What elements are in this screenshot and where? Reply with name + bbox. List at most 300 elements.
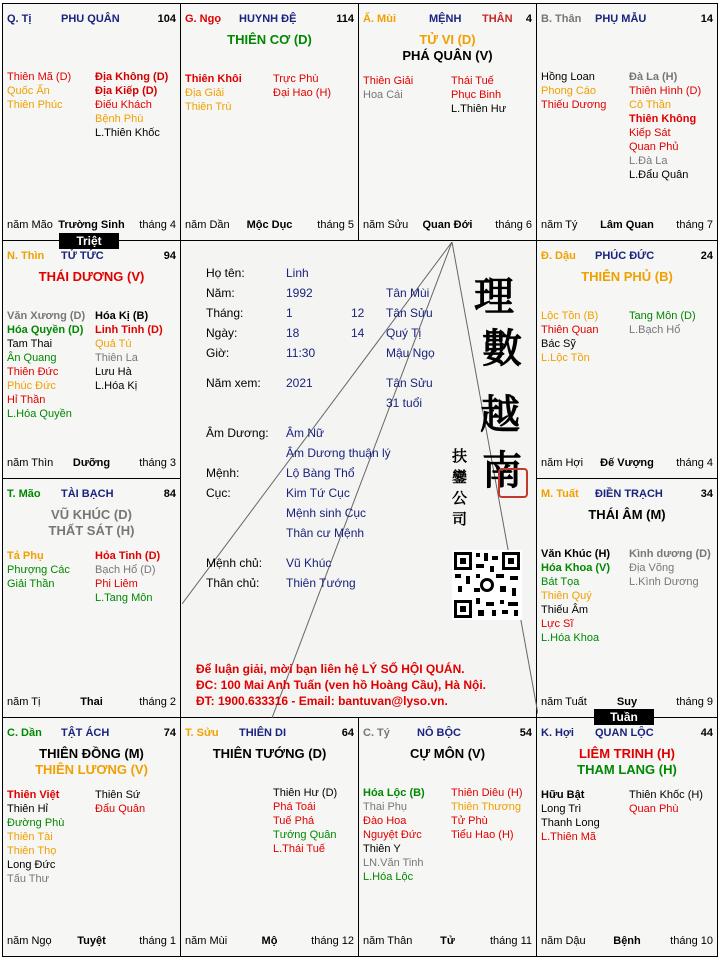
- main-star: THIÊN LƯƠNG (V): [35, 762, 148, 777]
- palace-header: [541, 488, 713, 502]
- palace-month: tháng 6: [495, 219, 532, 231]
- palace-than-marker: THÂN: [482, 13, 513, 25]
- contact-line-1: Để luận giải, mời bạn liên hệ LÝ SỐ HỘI QUÁN.: [196, 662, 465, 676]
- palace-number: 24: [700, 250, 713, 262]
- palace-number: 54: [519, 727, 532, 739]
- palace-month: tháng 4: [676, 457, 713, 469]
- minor-star: Thai Phụ: [363, 801, 408, 813]
- minor-star: Thiên Khôi: [185, 73, 242, 85]
- amduong-label: Âm Dương:: [206, 426, 269, 440]
- minor-star: Lưu Hà: [95, 366, 132, 378]
- minor-star: Thiên Quan: [541, 324, 599, 336]
- minor-star: Thiên Hình (D): [629, 85, 702, 97]
- calligraphy-char-3: 越: [480, 391, 520, 438]
- minor-star: Thiếu Âm: [541, 604, 589, 616]
- palace-month: tháng 3: [139, 457, 176, 469]
- right-star-list: [451, 786, 523, 842]
- minor-star: Hóa Kị (B): [95, 310, 149, 322]
- center-info-panel: [182, 242, 538, 718]
- palace-month: tháng 9: [676, 696, 713, 708]
- palace-mui: [358, 3, 537, 241]
- palace-year: năm Dần: [185, 219, 230, 231]
- palace-phase: Tuyệt: [77, 935, 106, 947]
- right-star-list: [629, 70, 701, 182]
- month-value-2: 12: [351, 306, 365, 320]
- minor-star: Phong Cáo: [541, 85, 597, 97]
- qr-code-icon[interactable]: [452, 550, 522, 620]
- minor-star: Văn Xương (D): [7, 310, 86, 322]
- right-star-list: [629, 547, 711, 589]
- minor-star: L.Đà La: [629, 155, 668, 167]
- palace-number: 84: [163, 488, 176, 500]
- calligraphy-char-2: 數: [482, 325, 522, 372]
- palace-year: năm Ngọ: [7, 935, 52, 947]
- palace-number: 114: [336, 13, 354, 25]
- hour-label: Giờ:: [206, 346, 230, 360]
- minor-star: Hỏa Tinh (D): [95, 550, 161, 562]
- palace-month: tháng 12: [311, 935, 354, 947]
- minor-star: Phá Toái: [273, 801, 316, 813]
- main-stars: [3, 746, 180, 778]
- palace-name: ĐIỀN TRẠCH: [595, 488, 663, 500]
- palace-phase: Tử: [440, 935, 455, 947]
- palace-year: năm Hợi: [541, 457, 584, 469]
- palace-can-chi: G. Ngọ: [185, 13, 222, 25]
- minor-star: Thiên Phúc: [7, 99, 63, 111]
- palace-can-chi: C. Dần: [7, 727, 42, 739]
- palace-ngo: [180, 3, 359, 241]
- palace-header: [363, 13, 532, 27]
- calligraphy-char-1: 理: [474, 273, 514, 320]
- minor-star: Tam Thai: [7, 338, 53, 350]
- main-star: THIÊN ĐỒNG (M): [39, 746, 144, 761]
- palace-number: 104: [157, 13, 176, 25]
- right-star-list: [95, 788, 145, 816]
- cuc-value-3: Thân cư Mệnh: [286, 526, 365, 540]
- palace-month: tháng 10: [670, 935, 713, 947]
- main-star: THIÊN CƠ (D): [227, 32, 312, 47]
- palace-phase: Thai: [80, 696, 103, 708]
- palace-mao: [2, 478, 181, 718]
- minor-star: Quả Tú: [95, 338, 132, 350]
- minor-star: Phục Binh: [451, 89, 502, 101]
- palace-can-chi: Q. Tị: [7, 13, 32, 25]
- minor-star: Địa Giải: [185, 87, 225, 99]
- minor-star: Bạch Hổ (D): [95, 564, 156, 576]
- minor-star: Lực Sĩ: [541, 618, 574, 630]
- minor-star: LN.Văn Tinh: [363, 857, 424, 869]
- minor-star: Thiên Tài: [7, 831, 53, 843]
- palace-name: TÀI BẠCH: [61, 488, 114, 500]
- company-seal-text: 扶 鑾 公 司: [452, 447, 468, 528]
- palace-can-chi: Đ. Dậu: [541, 250, 576, 262]
- minor-star: Long Trì: [541, 803, 582, 815]
- main-stars: [537, 269, 717, 285]
- palace-month: tháng 5: [317, 219, 354, 231]
- palace-year: năm Sửu: [363, 219, 409, 231]
- palace-footer: [541, 935, 713, 949]
- view-year-value: 2021: [286, 376, 313, 390]
- minor-star: L.Tang Môn: [95, 592, 153, 604]
- palace-footer: [185, 935, 354, 949]
- palace-header: [185, 727, 354, 741]
- minor-star: Thiên Giải: [363, 75, 414, 87]
- left-star-list: [7, 549, 70, 591]
- minor-star: Tướng Quân: [273, 829, 337, 841]
- palace-year: năm Tị: [7, 696, 41, 708]
- age-value: 31 tuổi: [386, 396, 423, 410]
- palace-number: 4: [525, 13, 532, 25]
- menh-chu-label: Mệnh chủ:: [206, 556, 263, 570]
- minor-star: Địa Võng: [629, 562, 675, 574]
- palace-phase: Trường Sinh: [58, 219, 125, 231]
- minor-star: Đại Hao (H): [273, 87, 332, 99]
- amduong-value: Âm Nữ: [286, 426, 325, 440]
- main-star: THẤT SÁT (H): [48, 523, 135, 538]
- palace-number: 34: [700, 488, 713, 500]
- calligraphy-char-4: 南: [482, 447, 522, 494]
- minor-star: Thiên Hỉ: [7, 803, 48, 815]
- palace-dan: [2, 717, 181, 957]
- minor-star: Hóa Lộc (B): [363, 787, 425, 799]
- triet-badge: Triệt: [59, 233, 119, 249]
- palace-name: NÔ BỘC: [417, 727, 461, 739]
- name-label: Họ tên:: [206, 266, 245, 280]
- palace-header: [541, 250, 713, 264]
- minor-star: Phúc Đức: [7, 380, 56, 392]
- main-stars: [181, 32, 358, 48]
- minor-star: Tuế Phá: [273, 815, 315, 827]
- year-value: 1992: [286, 286, 313, 300]
- main-stars: [3, 269, 180, 285]
- left-star-list: [541, 309, 598, 365]
- palace-phase: Bệnh: [613, 935, 641, 947]
- menh-value: Lộ Bàng Thổ: [286, 466, 355, 480]
- contact-address: ĐC: 100 Mai Anh Tuấn (ven hồ Hoàng Cầu), Hà Nội.: [196, 678, 487, 692]
- minor-star: Hồng Loan: [541, 71, 595, 83]
- palace-year: năm Tuất: [541, 696, 587, 708]
- palace-suu: [180, 717, 359, 957]
- minor-star: Thanh Long: [541, 817, 600, 829]
- palace-can-chi: Ấ. Mùi: [363, 13, 396, 25]
- right-star-list: [95, 309, 163, 393]
- palace-can-chi: M. Tuất: [541, 488, 579, 500]
- minor-star: Thiên Trù: [185, 101, 232, 113]
- minor-star: L.Hóa Khoa: [541, 632, 600, 644]
- palace-month: tháng 7: [676, 219, 713, 231]
- palace-number: 74: [163, 727, 176, 739]
- minor-star: L.Lộc Tồn: [541, 352, 590, 364]
- palace-name: TẬT ÁCH: [61, 727, 110, 739]
- year-label: Năm:: [206, 286, 235, 300]
- minor-star: Long Đức: [7, 859, 56, 871]
- palace-ty: [2, 3, 181, 241]
- palace-footer: [363, 219, 532, 233]
- year-can: Tân Mùi: [386, 286, 430, 300]
- minor-star: L.Kình Dương: [629, 576, 699, 588]
- right-star-list: [95, 549, 160, 605]
- palace-hoi: [536, 717, 718, 957]
- left-star-list: [7, 70, 71, 112]
- palace-phase: Mộ: [261, 935, 278, 947]
- palace-header: [541, 727, 713, 741]
- left-star-list: [363, 786, 425, 884]
- minor-star: Thiên Y: [363, 843, 401, 855]
- right-star-list: [273, 786, 337, 856]
- minor-star: Hóa Quyền (D): [7, 324, 84, 336]
- main-star: THIÊN PHỦ (B): [581, 269, 673, 284]
- main-star: TỬ VI (D): [419, 32, 476, 47]
- right-star-list: [629, 309, 696, 337]
- month-label: Tháng:: [206, 306, 244, 320]
- minor-star: Thiên Quý: [541, 590, 592, 602]
- main-stars: [359, 746, 536, 762]
- minor-star: Kình dương (D): [629, 548, 711, 560]
- palace-name: PHU QUÂN: [61, 13, 120, 25]
- left-star-list: [541, 788, 600, 844]
- minor-star: Trực Phù: [273, 73, 319, 85]
- palace-dau: [536, 240, 718, 479]
- minor-star: Bệnh Phù: [95, 113, 144, 125]
- minor-star: Thiên Việt: [7, 789, 60, 801]
- minor-star: Thiên Hư (D): [273, 787, 338, 799]
- left-star-list: [541, 547, 610, 645]
- minor-star: L.Đẩu Quân: [629, 169, 689, 181]
- palace-ti: [358, 717, 537, 957]
- hour-value: 11:30: [286, 346, 316, 360]
- main-stars: [537, 746, 717, 778]
- palace-number: 14: [700, 13, 713, 25]
- name-value: Linh: [286, 266, 309, 280]
- minor-star: Quan Phù: [629, 803, 679, 815]
- minor-star: Tiểu Hao (H): [451, 829, 514, 841]
- minor-star: L.Thiên Mã: [541, 831, 597, 843]
- minor-star: Lộc Tồn (B): [541, 310, 599, 322]
- palace-name: QUAN LỘC: [595, 727, 654, 739]
- minor-star: Thái Tuế: [451, 75, 494, 87]
- view-year-label: Năm xem:: [206, 376, 261, 390]
- horoscope-board: [2, 3, 718, 957]
- minor-star: L.Thiên Khốc: [95, 127, 160, 139]
- palace-phase: Lâm Quan: [600, 219, 654, 231]
- palace-footer: [185, 219, 354, 233]
- palace-than: [536, 3, 718, 241]
- palace-footer: [7, 219, 176, 233]
- day-value-2: 14: [351, 326, 365, 340]
- minor-star: Bác Sỹ: [541, 338, 576, 350]
- minor-star: Thiếu Dương: [541, 99, 607, 111]
- palace-phase: Suy: [616, 696, 638, 708]
- palace-footer: [7, 696, 176, 710]
- palace-number: 94: [163, 250, 176, 262]
- palace-number: 44: [700, 727, 713, 739]
- minor-star: Thiên Thương: [451, 801, 522, 813]
- main-star: LIÊM TRINH (H): [578, 746, 676, 761]
- palace-footer: [363, 935, 532, 949]
- cuc-value-2: Mệnh sinh Cục: [286, 506, 367, 520]
- month-can: Tân Sửu: [386, 306, 433, 320]
- palace-header: [185, 13, 354, 27]
- minor-star: Thiên Thọ: [7, 845, 57, 857]
- palace-year: năm Mão: [7, 219, 53, 231]
- palace-name: TỬ TỨC: [61, 250, 104, 262]
- left-star-list: [541, 70, 606, 112]
- main-stars: [359, 32, 536, 64]
- minor-star: Đào Hoa: [363, 815, 407, 827]
- palace-year: năm Thân: [363, 935, 413, 947]
- minor-star: Thiên Không: [629, 113, 697, 125]
- minor-star: Đường Phù: [7, 817, 65, 829]
- tuan-badge: Tuần: [594, 709, 654, 725]
- minor-star: Phi Liêm: [95, 578, 138, 590]
- palace-can-chi: K. Hợi: [541, 727, 574, 739]
- palace-year: năm Tý: [541, 219, 578, 231]
- palace-name: MỆNH: [429, 13, 462, 25]
- palace-footer: [541, 219, 713, 233]
- palace-name: PHÚC ĐỨC: [595, 250, 655, 262]
- palace-can-chi: B. Thân: [541, 13, 582, 25]
- cuc-label: Cục:: [206, 486, 231, 500]
- minor-star: L.Hóa Kị: [95, 380, 138, 392]
- minor-star: Nguyệt Đức: [363, 829, 422, 841]
- palace-phase: Quan Đới: [422, 219, 473, 231]
- menh-chu-value: Vũ Khúc: [286, 556, 332, 570]
- left-star-list: [7, 309, 85, 421]
- palace-name: PHỤ MẪU: [595, 13, 647, 25]
- minor-star: Bát Tọa: [541, 576, 580, 588]
- minor-star: Tấu Thư: [7, 873, 50, 885]
- palace-header: [541, 13, 713, 27]
- minor-star: Tả Phụ: [7, 550, 44, 562]
- minor-star: Hóa Khoa (V): [541, 562, 611, 574]
- palace-header: [363, 727, 532, 741]
- palace-phase: Mộc Dục: [246, 219, 293, 231]
- main-star: VŨ KHÚC (D): [51, 507, 132, 522]
- main-star: THAM LANG (H): [577, 762, 677, 777]
- main-star: CỰ MÔN (V): [409, 746, 486, 761]
- minor-star: Thiên Đức: [7, 366, 59, 378]
- minor-star: Phượng Các: [7, 564, 70, 576]
- minor-star: Thiên Sứ: [95, 789, 141, 801]
- right-star-list: [451, 74, 506, 116]
- main-star: PHÁ QUÂN (V): [402, 48, 493, 63]
- minor-star: Đẩu Quân: [95, 803, 146, 815]
- main-star: THÁI DƯƠNG (V): [38, 269, 145, 284]
- palace-can-chi: N. Thìn: [7, 250, 45, 262]
- than-chu-label: Thân chủ:: [206, 576, 260, 590]
- palace-phase: Dưỡng: [72, 457, 111, 469]
- seal-stamp-icon: [498, 468, 528, 498]
- month-value: 1: [286, 306, 293, 320]
- right-star-list: [629, 788, 703, 816]
- main-star: THIÊN TƯỚNG (D): [212, 746, 327, 761]
- minor-star: Thiên Mã (D): [7, 71, 72, 83]
- minor-star: Văn Khúc (H): [541, 548, 611, 560]
- palace-header: [7, 13, 176, 27]
- palace-month: tháng 2: [139, 696, 176, 708]
- palace-header: [7, 250, 176, 264]
- left-star-list: [363, 74, 413, 102]
- day-value: 18: [286, 326, 300, 340]
- left-star-list: [7, 788, 64, 886]
- than-chu-value: Thiên Tướng: [286, 576, 356, 590]
- main-stars: [181, 746, 358, 762]
- palace-year: năm Dậu: [541, 935, 586, 947]
- minor-star: Hữu Bật: [541, 789, 585, 801]
- palace-year: năm Thìn: [7, 457, 54, 469]
- palace-year: năm Mùi: [185, 935, 228, 947]
- palace-header: [7, 488, 176, 502]
- minor-star: L.Bạch Hổ: [629, 324, 681, 336]
- minor-star: L.Hóa Lộc: [363, 871, 414, 883]
- right-star-list: [273, 72, 331, 100]
- palace-can-chi: T. Sửu: [185, 727, 219, 739]
- palace-thin: [2, 240, 181, 479]
- minor-star: Thiên Diêu (H): [451, 787, 523, 799]
- palace-can-chi: T. Mão: [7, 488, 41, 500]
- minor-star: Thiên Khốc (H): [629, 789, 703, 801]
- palace-month: tháng 11: [489, 935, 532, 947]
- minor-star: Tử Phù: [451, 815, 488, 827]
- palace-can-chi: C. Tý: [363, 727, 390, 739]
- contact-phone-email[interactable]: ĐT: 1900.633316 - Email: bantuvan@lyso.vn.: [196, 694, 448, 708]
- palace-number: 64: [341, 727, 354, 739]
- minor-star: Ân Quang: [7, 352, 57, 364]
- main-star: THÁI ÂM (M): [588, 507, 666, 522]
- palace-header: [7, 727, 176, 741]
- minor-star: Quốc Ấn: [7, 85, 50, 97]
- day-label: Ngày:: [206, 326, 238, 340]
- minor-star: L.Hóa Quyền: [7, 408, 72, 420]
- main-stars: [3, 507, 180, 539]
- minor-star: Quan Phủ: [629, 141, 679, 153]
- menh-label: Mệnh:: [206, 466, 240, 480]
- view-can: Tân Sửu: [386, 376, 433, 390]
- amduong-value-2: Âm Dương thuận lý: [286, 446, 391, 460]
- day-can: Quý Tị: [386, 326, 422, 340]
- palace-tuat: [536, 478, 718, 718]
- minor-star: Điếu Khách: [95, 99, 152, 111]
- minor-star: L.Thái Tuế: [273, 843, 325, 855]
- palace-footer: [7, 935, 176, 949]
- minor-star: Linh Tinh (D): [95, 324, 163, 336]
- palace-month: tháng 4: [139, 219, 176, 231]
- minor-star: Giải Thần: [7, 578, 55, 590]
- palace-month: tháng 1: [139, 935, 176, 947]
- main-stars: [537, 507, 717, 523]
- hour-can: Mậu Ngọ: [386, 346, 435, 360]
- minor-star: Đà La (H): [629, 71, 678, 83]
- minor-star: Địa Kiếp (D): [95, 85, 158, 97]
- right-star-list: [95, 70, 168, 140]
- minor-star: Tang Môn (D): [629, 310, 696, 322]
- palace-footer: [541, 457, 713, 471]
- palace-footer: [7, 457, 176, 471]
- palace-footer: [541, 696, 713, 710]
- palace-name: THIÊN DI: [239, 727, 287, 739]
- left-star-list: [185, 72, 242, 114]
- minor-star: L.Thiên Hư: [451, 103, 507, 115]
- cuc-value: Kim Tứ Cục: [286, 486, 350, 500]
- minor-star: Thiên La: [95, 352, 138, 364]
- minor-star: Cô Thần: [629, 99, 671, 111]
- minor-star: Kiếp Sát: [629, 127, 671, 139]
- minor-star: Hoa Cái: [363, 89, 403, 101]
- minor-star: Địa Không (D): [95, 71, 169, 83]
- palace-phase: Đế Vượng: [600, 457, 654, 469]
- palace-name: HUYNH ĐỆ: [239, 13, 297, 25]
- minor-star: Hỉ Thần: [7, 394, 46, 406]
